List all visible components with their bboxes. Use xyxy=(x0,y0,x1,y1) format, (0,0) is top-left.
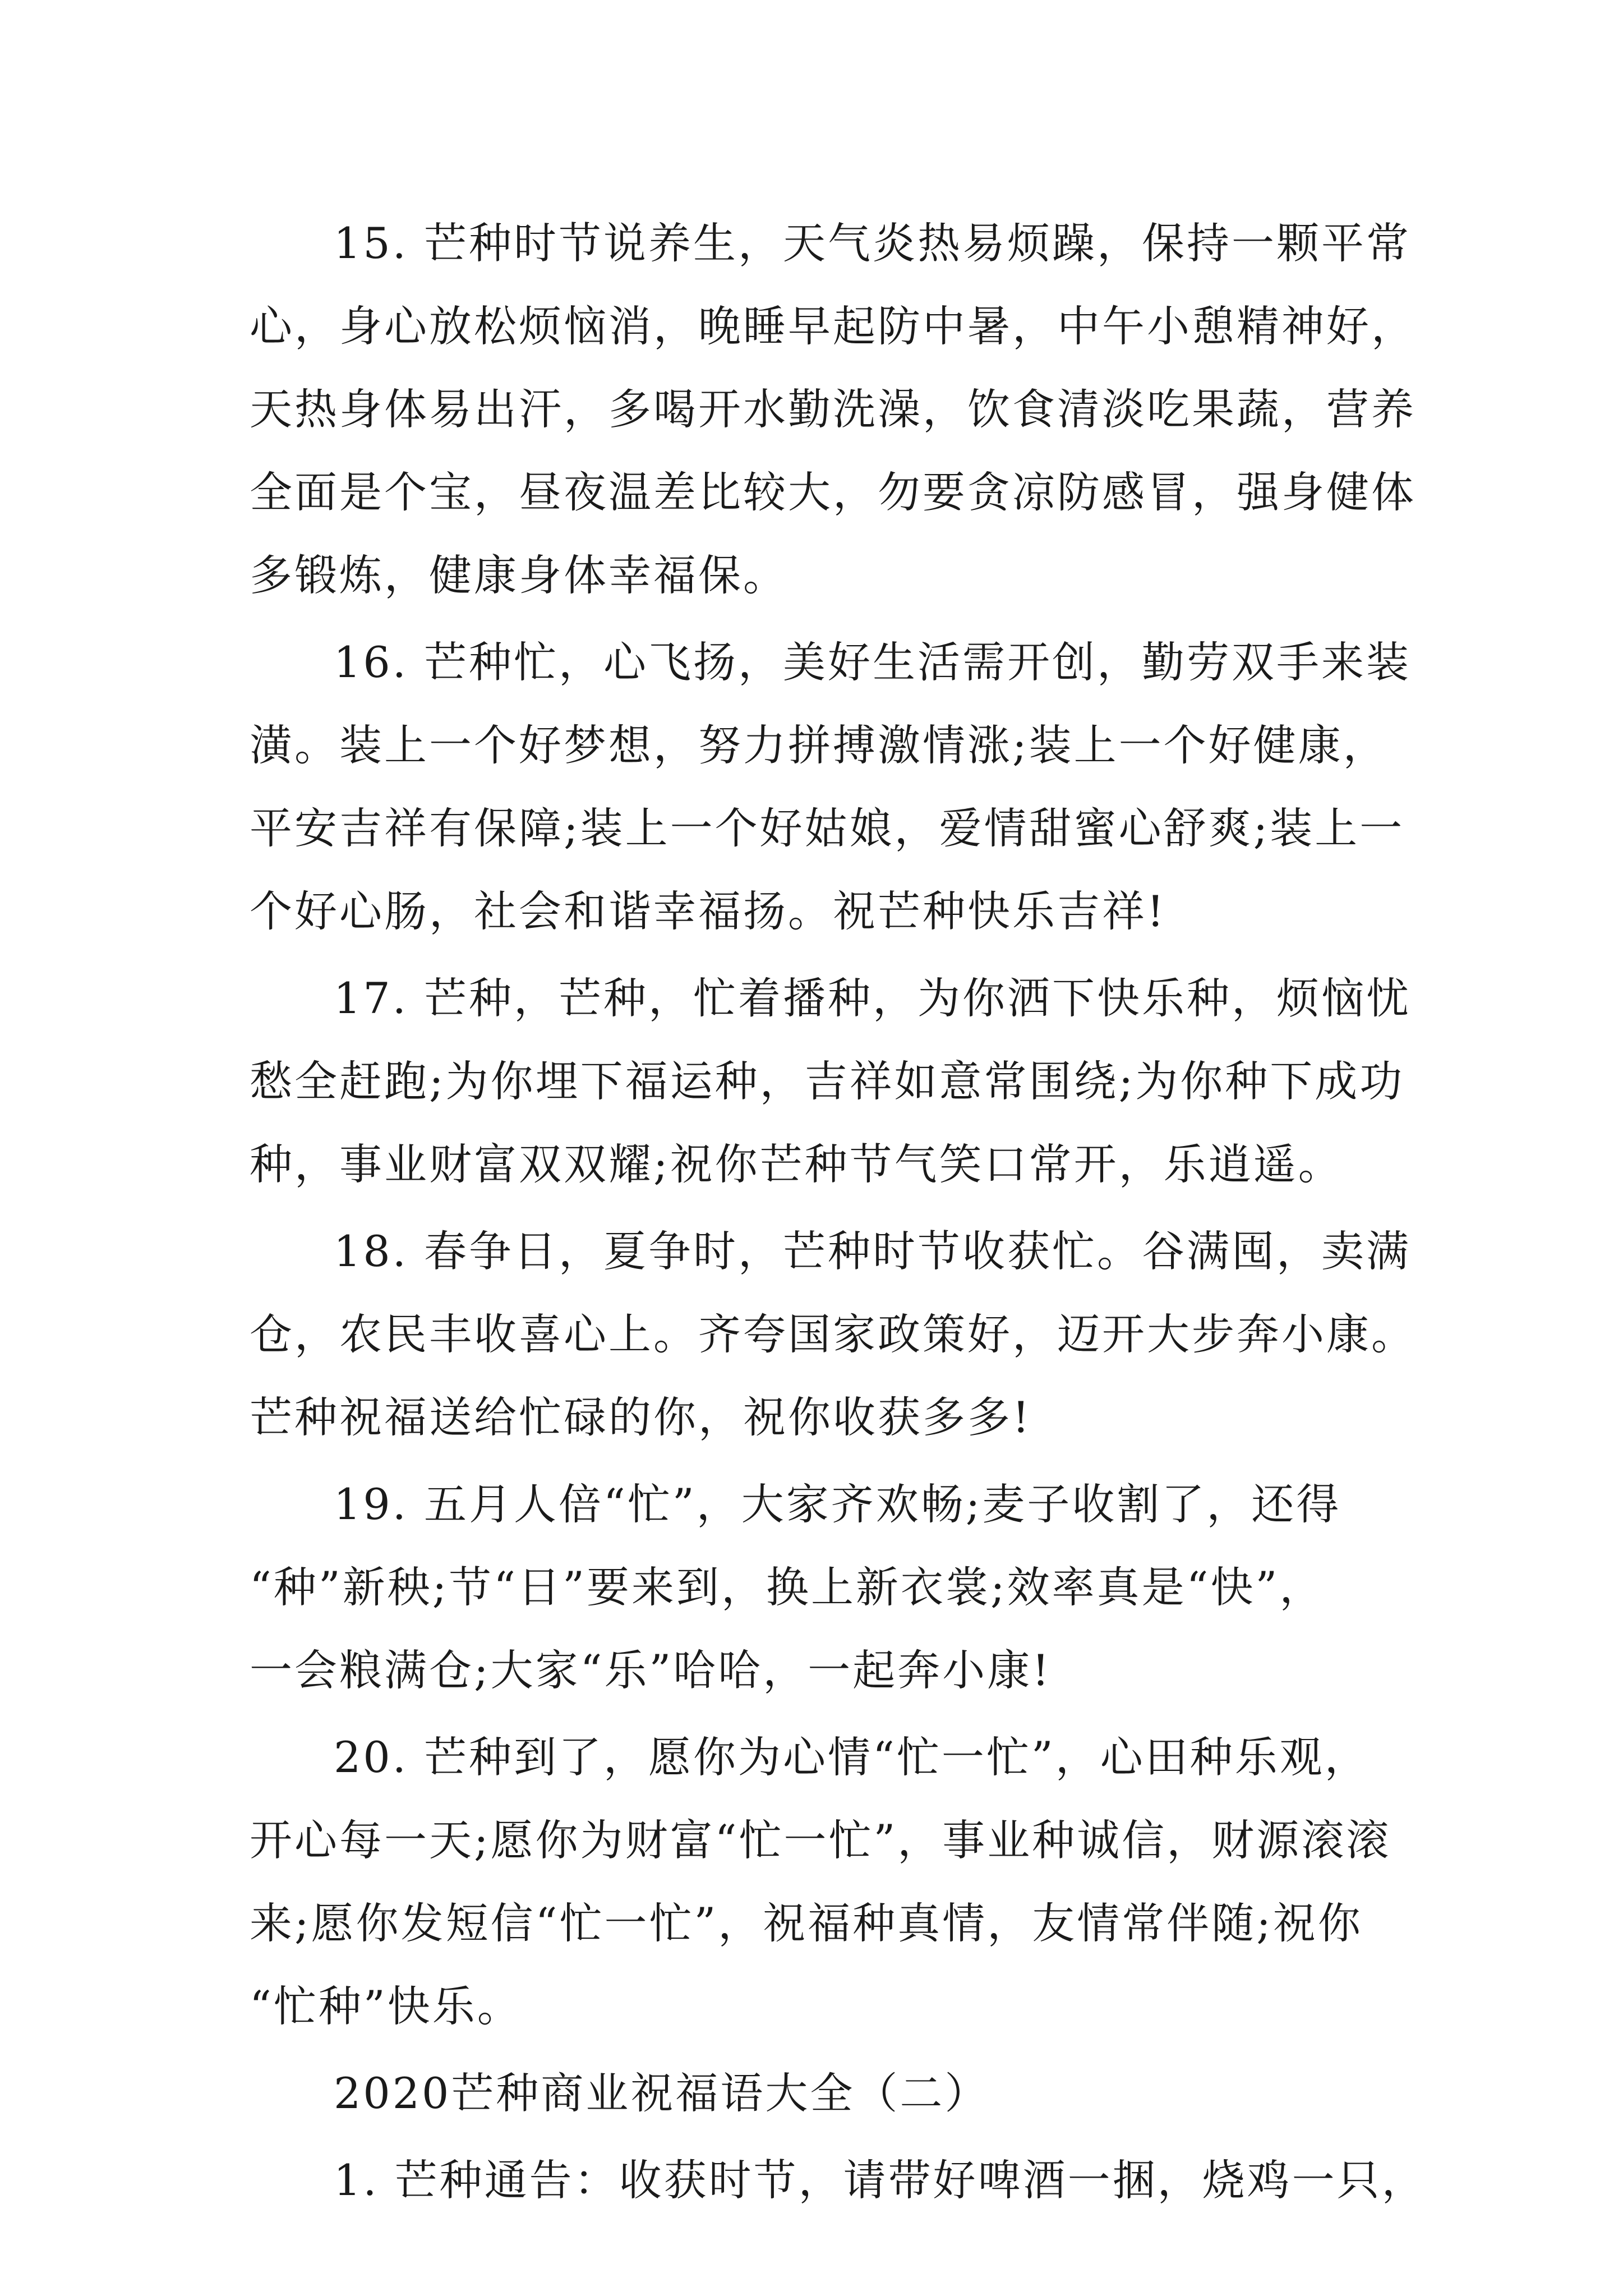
paragraph-19-line-3: 一会粮满仓;大家“乐”哈哈，一起奔小康! xyxy=(250,1645,1052,1695)
paragraph-18-line-1: 18. 春争日，夏争时，芒种时节收获忙。谷满囤，卖满 xyxy=(334,1226,1412,1276)
paragraph-16-line-4: 个好心肠，社会和谐幸福扬。祝芒种快乐吉祥! xyxy=(250,886,1166,936)
paragraph-15-line-2: 心，身心放松烦恼消，晚睡早起防中暑，中午小憩精神好， xyxy=(250,301,1416,351)
paragraph-18-line-2: 仓，农民丰收喜心上。齐夸国家政策好，迈开大步奔小康。 xyxy=(250,1309,1416,1359)
paragraph-16-line-2: 潢。装上一个好梦想，努力拼搏激情涨;装上一个好健康， xyxy=(250,720,1388,770)
paragraph-16-line-3: 平安吉祥有保障;装上一个好姑娘，爱情甜蜜心舒爽;装上一 xyxy=(250,803,1405,853)
paragraph-19-line-2: “种”新秧;节“日”要来到，换上新衣裳;效率真是“快”， xyxy=(250,1562,1325,1612)
paragraph-18-line-3: 芒种祝福送给忙碌的你，祝你收获多多! xyxy=(250,1392,1032,1442)
section-heading: 2020芒种商业祝福语大全（二） xyxy=(334,2068,990,2118)
paragraph-19-line-1: 19. 五月人倍“忙”，大家齐欢畅;麦子收割了，还得 xyxy=(334,1479,1341,1529)
document-body xyxy=(250,202,1427,2222)
paragraph-17-line-3: 种，事业财富双双耀;祝你芒种节气笑口常开，乐逍遥。 xyxy=(250,1139,1343,1189)
paragraph-17-line-1: 17. 芒种，芒种，忙着播种，为你洒下快乐种，烦恼忧 xyxy=(334,973,1412,1023)
paragraph-17-line-2: 愁全赶跑;为你埋下福运种，吉祥如意常围绕;为你种下成功 xyxy=(250,1056,1405,1106)
paragraph-15-line-4: 全面是个宝，昼夜温差比较大，勿要贪凉防感冒，强身健体 xyxy=(250,467,1416,517)
paragraph-15-line-3: 天热身体易出汗，多喝开水勤洗澡，饮食清淡吃果蔬，营养 xyxy=(250,384,1416,434)
paragraph-15-line-1: 15. 芒种时节说养生，天气炎热易烦躁，保持一颗平常 xyxy=(334,218,1412,268)
paragraph-1-line-1: 1. 芒种通告：收获时节，请带好啤酒一捆，烧鸡一只， xyxy=(334,2155,1427,2205)
paragraph-16-line-1: 16. 芒种忙，心飞扬，美好生活需开创，勤劳双手来装 xyxy=(334,637,1412,687)
paragraph-20-line-2: 开心每一天;愿你为财富“忙一忙”，事业种诚信，财源滚滚 xyxy=(250,1815,1391,1865)
paragraph-15-line-5: 多锻炼，健康身体幸福保。 xyxy=(250,550,788,600)
paragraph-20-line-3: 来;愿你发短信“忙一忙”，祝福种真情，友情常伴随;祝你 xyxy=(250,1898,1363,1948)
paragraph-20-line-1: 20. 芒种到了，愿你为心情“忙一忙”，心田种乐观， xyxy=(334,1732,1370,1782)
paragraph-20-line-4: “忙种”快乐。 xyxy=(250,1981,522,2031)
